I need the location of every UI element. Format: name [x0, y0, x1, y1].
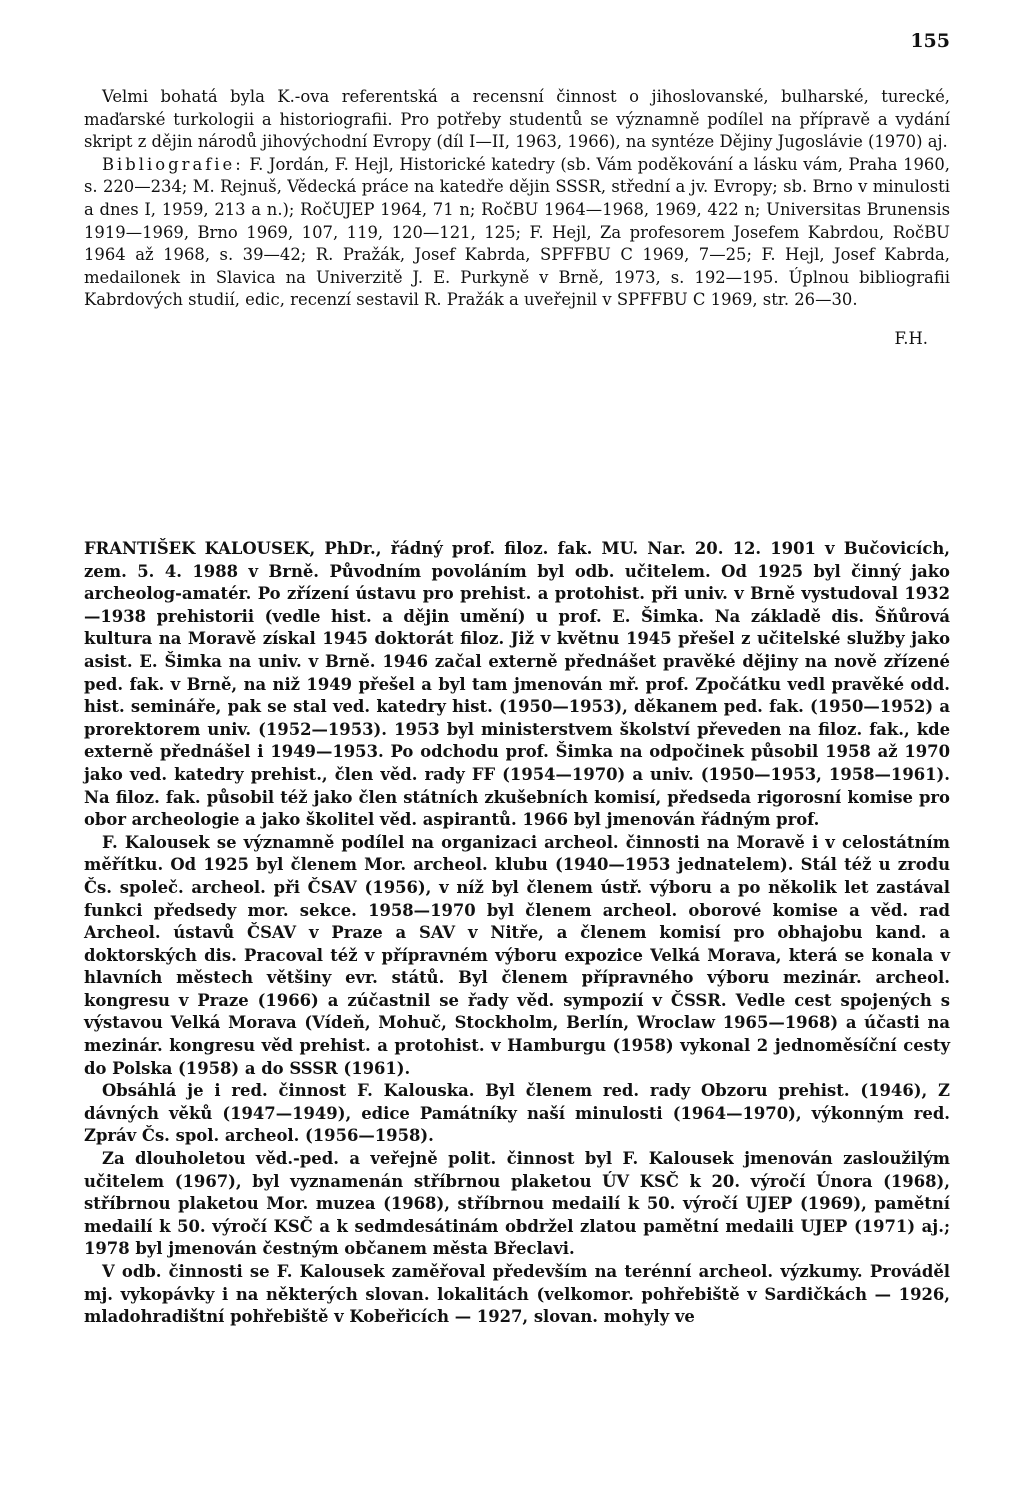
kabrda-entry-section [84, 86, 950, 351]
kabrda-bibliography-paragraph [84, 154, 950, 312]
bibliography-label: Bibliografie: [102, 154, 244, 174]
kabrda-intro-paragraph: Velmi bohatá byla K.-ova referentská a recensní činnost o jihoslovanské, bulharské, turecké, maďarské turkologii a historiografii. Pro potřeby studentů se významně podílel na přípravě a vydání skript z dějin národů jihovýchodní Evropy (díl I—II, 1963, 1966), na syntéze Dějiny Jugoslávie (1970) aj. [84, 87, 950, 152]
kalousek-paragraph-4: Za dlouholetou věd.-ped. a veřejně polit. činnost byl F. Kalousek jmenován zasloužilým učitelem (1967), byl vyznamenán stříbrnou plaketou ÚV KSČ k 20. výročí Února (1968), stříbrnou plaketou Mor. muzea (1968), stříbrnou medailí k 50. výročí UJEP (1969), pamětní medailí k 50. výročí KSČ a k sedmdesátinám obdržel zlatou pamětní medaili UJEP (1971) aj.; 1978 byl jmenován čestným občanem města Břeclavi. [84, 1149, 950, 1259]
page-number: 155 [910, 30, 950, 52]
kalousek-paragraph-5: V odb. činnosti se F. Kalousek zaměřoval především na terénní archeol. výzkumy. Prováděl mj. vykopávky i na některých slovan. lokalitách (velkomor. pohřebiště v Sardičkách — 1926, mladohradištní pohřebiště v Kobeřicích — 1927, slovan. mohyly ve [84, 1262, 950, 1327]
kalousek-paragraph-1: FRANTIŠEK KALOUSEK, PhDr., řádný prof. filoz. fak. MU. Nar. 20. 12. 1901 v Bučovicích, zem. 5. 4. 1988 v Brně. Původním povoláním byl odb. učitelem. Od 1925 byl činný jako archeolog-amatér. Po zřízení ústavu pro prehist. a protohist. při univ. v Brně vystudoval 1932—1938 prehistorii (vedle hist. a dějin umění) u prof. E. Šimka. Na základě dis. Šňůrová kultura na Moravě získal 1945 doktorát filoz. Již v květnu 1945 přešel z učitelské služby jako asist. E. Šimka na univ. v Brně. 1946 začal externě přednášet pravěké dějiny na nově zřízené ped. fak. v Brně, na niž 1949 přešel a byl tam jmenován mř. prof. Zpočátku vedl pravěké odd. hist. semináře, pak se stal ved. katedry hist. (1950—1953), děkanem ped. fak. (1950—1952) a prorektorem univ. (1952—1953). 1953 byl ministerstvem školství převeden na filoz. fak., kde externě přednášel i 1949—1953. Po odchodu prof. Šimka na odpočinek působil 1958 až 1970 jako ved. katedry prehist., člen věd. rady FF (1954—1970) a univ. (1950—1953, 1958—1961). Na filoz. fak. působil též jako člen státních zkušebních komisí, předseda rigorosní komise pro obor archeologie a jako školitel věd. aspirantů. 1966 byl jmenován řádným prof. [84, 539, 950, 830]
kalousek-paragraph-2: F. Kalousek se významně podílel na organizaci archeol. činnosti na Moravě i v celostátním měřítku. Od 1925 byl členem Mor. archeol. klubu (1940—1953 jednatelem). Stál též u zrodu Čs. společ. archeol. při ČSAV (1956), v níž byl členem ústř. výboru a po několik let zastával funkci předsedy mor. sekce. 1958—1970 byl členem archeol. oborové komise a věd. rad Archeol. ústavů ČSAV v Praze a SAV v Nitře, a členem komisí pro obhajobu kand. a doktorských dis. Pracoval též v přípravném výboru expozice Velká Morava, která se konala v hlavních městech většiny evr. států. Byl členem přípravného výboru mezinár. archeol. kongresu v Praze (1966) a zúčastnil se řady věd. sympozií v ČSSR. Vedle cest spojených s výstavou Velká Morava (Vídeň, Mohuč, Stockholm, Berlín, Wroclaw 1965—1968) a účasti na mezinár. kongresu věd prehist. a protohist. v Hamburgu (1958) vykonal 2 jednoměsíční cesty do Polska (1958) a do SSSR (1961). [84, 832, 950, 1078]
bibliography-text: F. Jordán, F. Hejl, Historické katedry (sb. Vám poděkování a lásku vám, Praha 1960, s. 220—234; M. Rejnuš, Vědecká práce na katedře dějin SSSR, střední a jv. Evropy; sb. Brno v minulosti a dnes I, 1959, 213 a n.); RočUJEP 1964, 71 n; RočBU 1964—1968, 1969, 422 n; Universitas Brunensis 1919—1969, Brno 1969, 107, 119, 120—121, 125; F. Hejl, Za profesorem Josefem Kabrdou, RočBU 1964 až 1968, s. 39—42; R. Pražák, Josef Kabrda, SPFFBU C 1969, 7—25; F. Hejl, Josef Kabrda, medailonek in Slavica na Univerzitě J. E. Purkyně v Brně, 1973, s. 192—195. Úplnou bibliografii Kabrdových studií, edic, recenzí sestavil R. Pražák a uveřejnil v SPFFBU C 1969, str. 26—30. [84, 154, 950, 310]
kalousek-entry-section [84, 538, 950, 1329]
kalousek-paragraph-3: Obsáhlá je i red. činnost F. Kalouska. Byl členem red. rady Obzoru prehist. (1946), Z dávných věků (1947—1949), edice Památníky naší minulosti (1964—1970), výkonným red. Zpráv Čs. spol. archeol. (1956—1958). [84, 1081, 950, 1146]
author-initials: F.H. [894, 328, 928, 348]
